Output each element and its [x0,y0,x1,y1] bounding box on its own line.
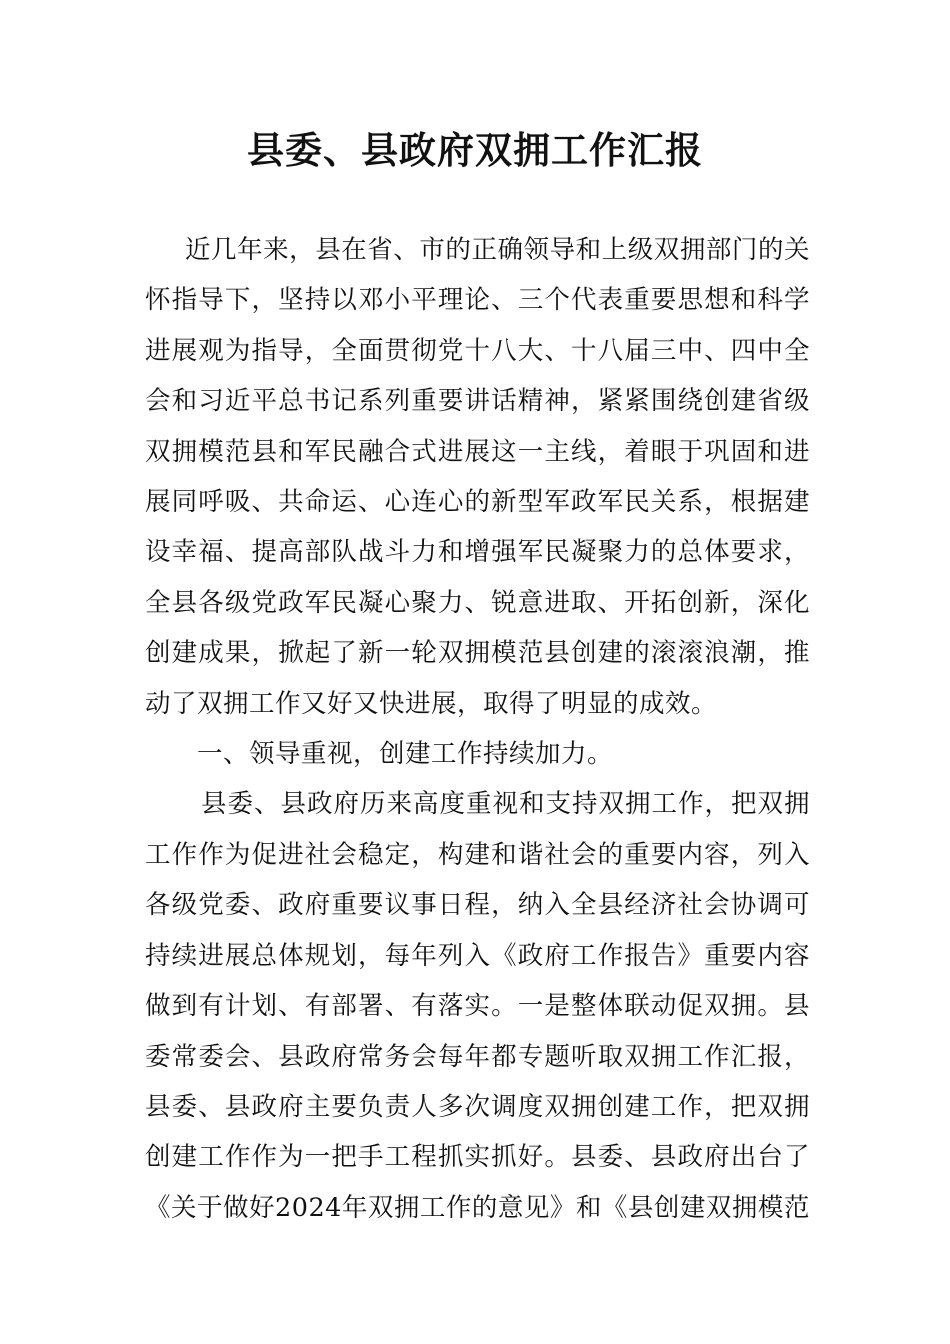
paragraph-section-1: 县委、县政府历来高度重视和支持双拥工作，把双拥工作作为促进社会稳定，构建和谐社会的重要内容，列入各级党委、政府重要议事日程，纳入全县经济社会协调可持续进展总体规划，每年列入《政府工作报告》重要内容做到有计划、有部署、有落实。一是整体联动促双拥。县委常委会、县政府常务会每年都专题听取双拥工作汇报，县委、县政府主要负责人多次调度双拥创建工作，把双拥创建工作作为一把手工程抓实抓好。县委、县政府出台了《关于做好2024年双拥工作的意见》和《县创建双拥模范 [145,789,810,1223]
document-title: 县委、县政府双拥工作汇报 [247,128,703,172]
paragraph-intro: 近几年来，县在省、市的正确领导和上级双拥部门的关怀指导下，坚持以邓小平理论、三个代表重要思想和科学进展观为指导，全面贯彻党十八大、十八届三中、四中全会和习近平总书记系列重要讲话精神，紧紧围绕创建省级双拥模范县和军民融合式进展这一主线，着眼于巩固和进展同呼吸、共命运、心连心的新型军政军民关系，根据建设幸福、提高部队战斗力和增强军民凝聚力的总体要求，全县各级党政军民凝心聚力、锐意进取、开拓创新，深化创建成果，掀起了新一轮双拥模范县创建的滚滚浪潮，推动了双拥工作又好又快进展，取得了明显的成效。 [145,235,810,719]
document-body [145,225,810,1233]
section-heading-1: 一、领导重视，创建工作持续加力。 [197,739,614,770]
